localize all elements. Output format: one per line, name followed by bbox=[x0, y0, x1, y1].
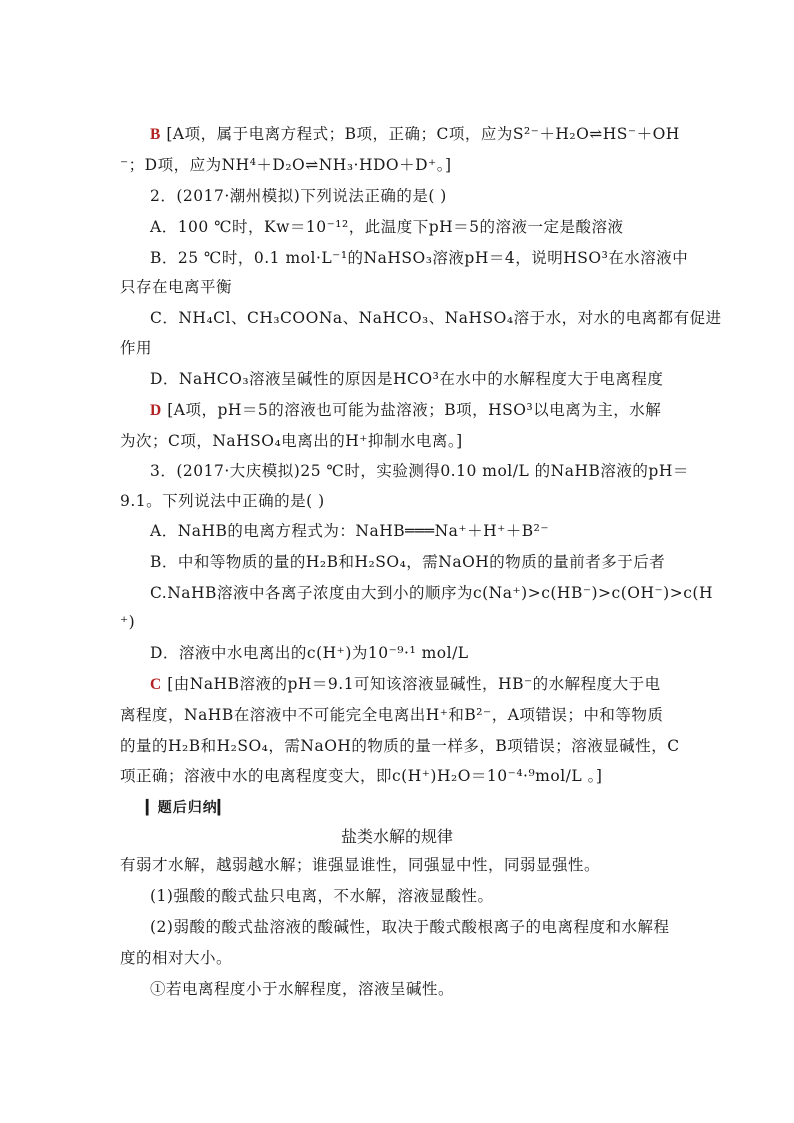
line-text: A．100 ℃时，Kw＝10⁻¹²，此温度下pH＝5的溶液一定是酸溶液 bbox=[150, 218, 624, 236]
line-text: 为次；C项，NaHSO₄电离出的H⁺抑制水电离。] bbox=[120, 432, 463, 450]
summary-tag: ▎题后归纳▎ bbox=[146, 800, 230, 816]
text-line bbox=[150, 552, 680, 572]
answer-letter: B bbox=[150, 126, 161, 143]
line-text: 2．(2017·潮州模拟)下列说法正确的是( ) bbox=[150, 187, 447, 205]
text-line bbox=[150, 461, 689, 481]
text-line bbox=[150, 643, 680, 663]
answer-letter: C bbox=[150, 676, 162, 693]
text-line bbox=[120, 766, 680, 786]
summary-text: 有弱才水解，越弱越水解；谁强显谁性，同强显中性，同弱显强性。 bbox=[120, 856, 601, 874]
text-line bbox=[150, 308, 722, 328]
line-text: D．溶液中水电离出的c(H⁺)为10⁻⁹·¹ mol/L bbox=[150, 644, 469, 662]
text-line bbox=[120, 736, 680, 756]
summary-text: ①若电离程度小于水解程度，溶液呈碱性。 bbox=[150, 980, 455, 998]
text-line bbox=[120, 277, 680, 297]
line-text: 离程度，NaHB在溶液中不可能完全电离出H⁺和B²⁻，A项错误；中和等物质 bbox=[120, 706, 664, 724]
line-text: 只存在电离平衡 bbox=[120, 278, 233, 296]
text-line bbox=[120, 705, 680, 725]
summary-title: 盐类水解的规律 bbox=[340, 827, 453, 846]
summary-line bbox=[150, 979, 680, 999]
text-line bbox=[120, 612, 680, 632]
answer-letter: D bbox=[150, 402, 162, 419]
text-line bbox=[150, 186, 680, 206]
line-text: [A项，属于电离方程式；B项，正确；C项，应为S²⁻＋H₂O⇌HS⁻＋OH bbox=[166, 125, 680, 143]
line-text: 作用 bbox=[120, 339, 153, 357]
text-line bbox=[150, 369, 680, 389]
summary-text: 度的相对大小。 bbox=[120, 949, 233, 967]
line-text: C.NaHB溶液中各离子浓度由大到小的顺序为c(Na⁺)>c(HB⁻)>c(OH⁻)>c(H bbox=[150, 584, 713, 602]
text-line bbox=[150, 124, 680, 145]
line-text: [由NaHB溶液的pH＝9.1可知该溶液显碱性，HB⁻的水解程度大于电 bbox=[167, 675, 661, 693]
summary-line bbox=[120, 855, 680, 875]
line-text: D．NaHCO₃溶液呈碱性的原因是HCO³在水中的水解程度大于电离程度 bbox=[150, 370, 664, 388]
text-line bbox=[150, 521, 680, 541]
line-text: ⁺) bbox=[120, 613, 136, 631]
summary-text: (2)弱酸的酸式盐溶液的酸碱性，取决于酸式酸根离子的电离程度和水解程 bbox=[150, 918, 670, 936]
line-text: B．25 ℃时，0.1 mol·L⁻¹的NaHSO₃溶液pH＝4，说明HSO³在水溶液中 bbox=[150, 249, 689, 267]
summary-line bbox=[120, 948, 680, 968]
text-line bbox=[120, 491, 680, 511]
text-line bbox=[120, 431, 680, 451]
line-text: ⁻；D项，应为NH⁴＋D₂O⇌NH₃·HDO＋D⁺。] bbox=[120, 156, 452, 174]
text-line bbox=[120, 155, 680, 175]
text-line bbox=[150, 217, 680, 237]
line-text: 9.1。下列说法中正确的是( ) bbox=[120, 492, 325, 510]
line-text: [A项，pH＝5的溶液也可能为盐溶液；B项，HSO³以电离为主，水解 bbox=[167, 401, 662, 419]
text-line bbox=[150, 248, 689, 268]
line-text: C．NH₄Cl、CH₃COONa、NaHCO₃、NaHSO₄溶于水，对水的电离都有促进 bbox=[150, 309, 722, 327]
text-line bbox=[150, 674, 680, 695]
text-line bbox=[120, 338, 680, 358]
line-text: 项正确；溶液中水的电离程度变大，即c(H⁺)H₂O＝10⁻⁴·⁹mol/L 。] bbox=[120, 767, 603, 785]
line-text: 3．(2017·大庆模拟)25 ℃时，实验测得0.10 mol/L 的NaHB溶液的pH＝ bbox=[150, 462, 689, 480]
summary-text: (1)强酸的酸式盐只电离，不水解，溶液显酸性。 bbox=[150, 887, 494, 905]
text-line bbox=[150, 583, 713, 603]
summary-line bbox=[150, 917, 680, 937]
line-text: B．中和等物质的量的H₂B和H₂SO₄，需NaOH的物质的量前者多于后者 bbox=[150, 553, 666, 571]
line-text: A．NaHB的电离方程式为：NaHB═══Na⁺＋H⁺＋B²⁻ bbox=[150, 522, 550, 540]
text-line bbox=[150, 400, 680, 421]
line-text: 的量的H₂B和H₂SO₄，需NaOH的物质的量一样多，B项错误；溶液显碱性，C bbox=[120, 737, 680, 755]
summary-line bbox=[150, 886, 680, 906]
